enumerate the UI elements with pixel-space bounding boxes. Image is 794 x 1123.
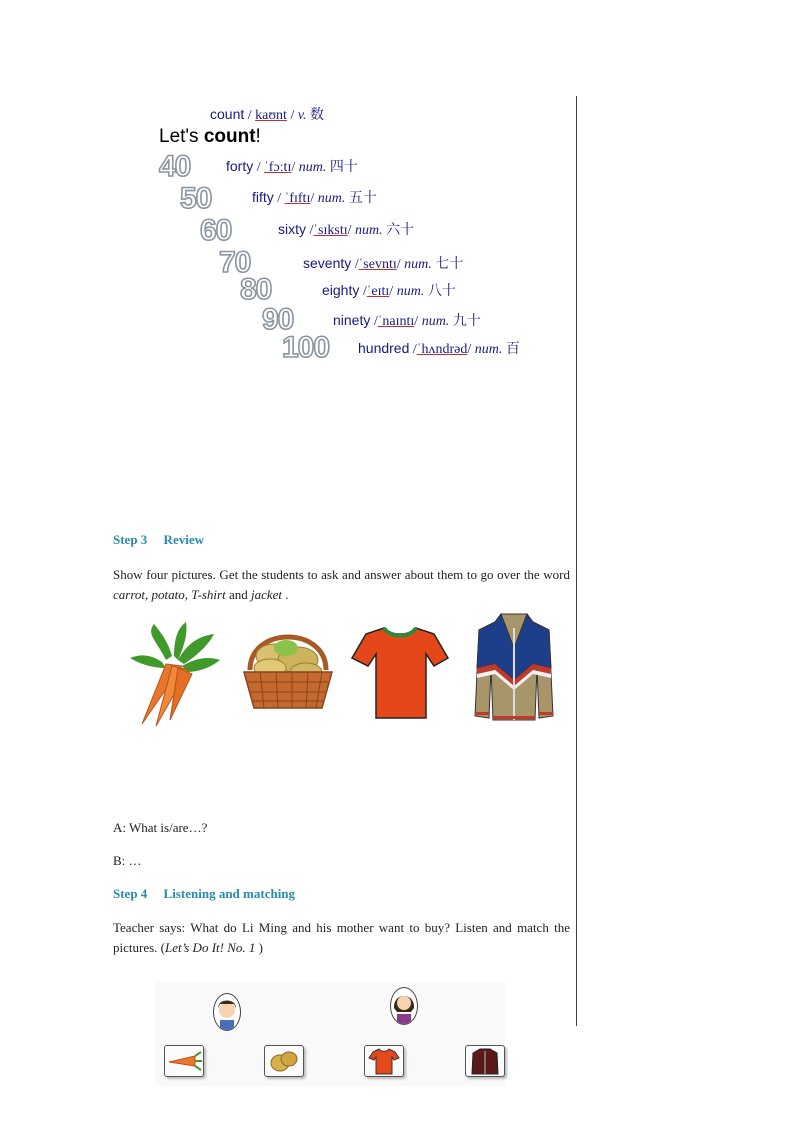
vocab-meaning: 数 [310,108,325,123]
tshirt-icon [365,1046,403,1076]
step3-paragraph: Show four pictures. Get the students to ask and answer about them to go over the word carrot, potato, T-shirt and jacket . [113,567,570,602]
vocab-word: count [210,106,245,122]
vocab-row-sixty: sixty /ˈsɪkstɪ/ num. 六十 [278,221,415,238]
jacket-icon [466,1046,504,1076]
numeral-70: 70 [219,246,251,279]
numeral-90: 90 [262,303,294,336]
match-card-jacket [465,1045,505,1077]
vocab-row-seventy: seventy /ˈsevntɪ/ num. 七十 [303,255,464,272]
carrot-icon [126,620,222,728]
margin-line [576,96,577,1026]
potato-basket-icon [240,620,336,714]
vocab-row-eighty: eighty /ˈeɪtɪ/ num. 八十 [322,282,456,299]
potato-icon [265,1046,303,1076]
match-card-potato [264,1045,304,1077]
vocab-row-fifty: fifty / ˈfɪftɪ/ num. 五十 [252,189,377,206]
numeral-50: 50 [180,182,212,215]
match-card-tshirt [364,1045,404,1077]
numeral-100: 100 [282,331,330,364]
step4-heading: Step 4 Listening and matching [113,886,296,901]
dialogue-b: B: … [113,853,142,868]
matching-figure [155,982,505,1086]
step4-paragraph: Teacher says: What do Li Ming and his mother want to buy? Listen and match the pictures. (Let’s Do It! No. 1 ) [113,920,570,955]
match-card-carrot [164,1045,204,1077]
lets-count-title: Let's count! [159,126,261,147]
numeral-80: 80 [240,273,272,306]
vocab-row-hundred: hundred /ˈhʌndrəd/ num. 百 [358,340,520,357]
vocab-row-ninety: ninety /ˈnaɪntɪ/ num. 九十 [333,312,481,329]
carrot-icon [165,1046,203,1076]
vocab-row-forty: forty / ˈfɔːtɪ/ num. 四十 [226,158,358,175]
numeral-60: 60 [200,214,232,247]
vocab-pos: v. [297,108,307,123]
vocab-phonetic: kaʊnt [255,108,287,123]
vocab-count-definition: count / kaʊnt / v. 数 [210,106,325,123]
numeral-40: 40 [159,150,191,183]
boy-avatar-icon [213,993,241,1031]
mother-avatar-icon [390,987,418,1025]
step3-heading: Step 3 Review [113,532,204,547]
tshirt-icon [350,624,450,720]
dialogue-a: A: What is/are…? [113,820,208,835]
jacket-icon [473,608,555,724]
